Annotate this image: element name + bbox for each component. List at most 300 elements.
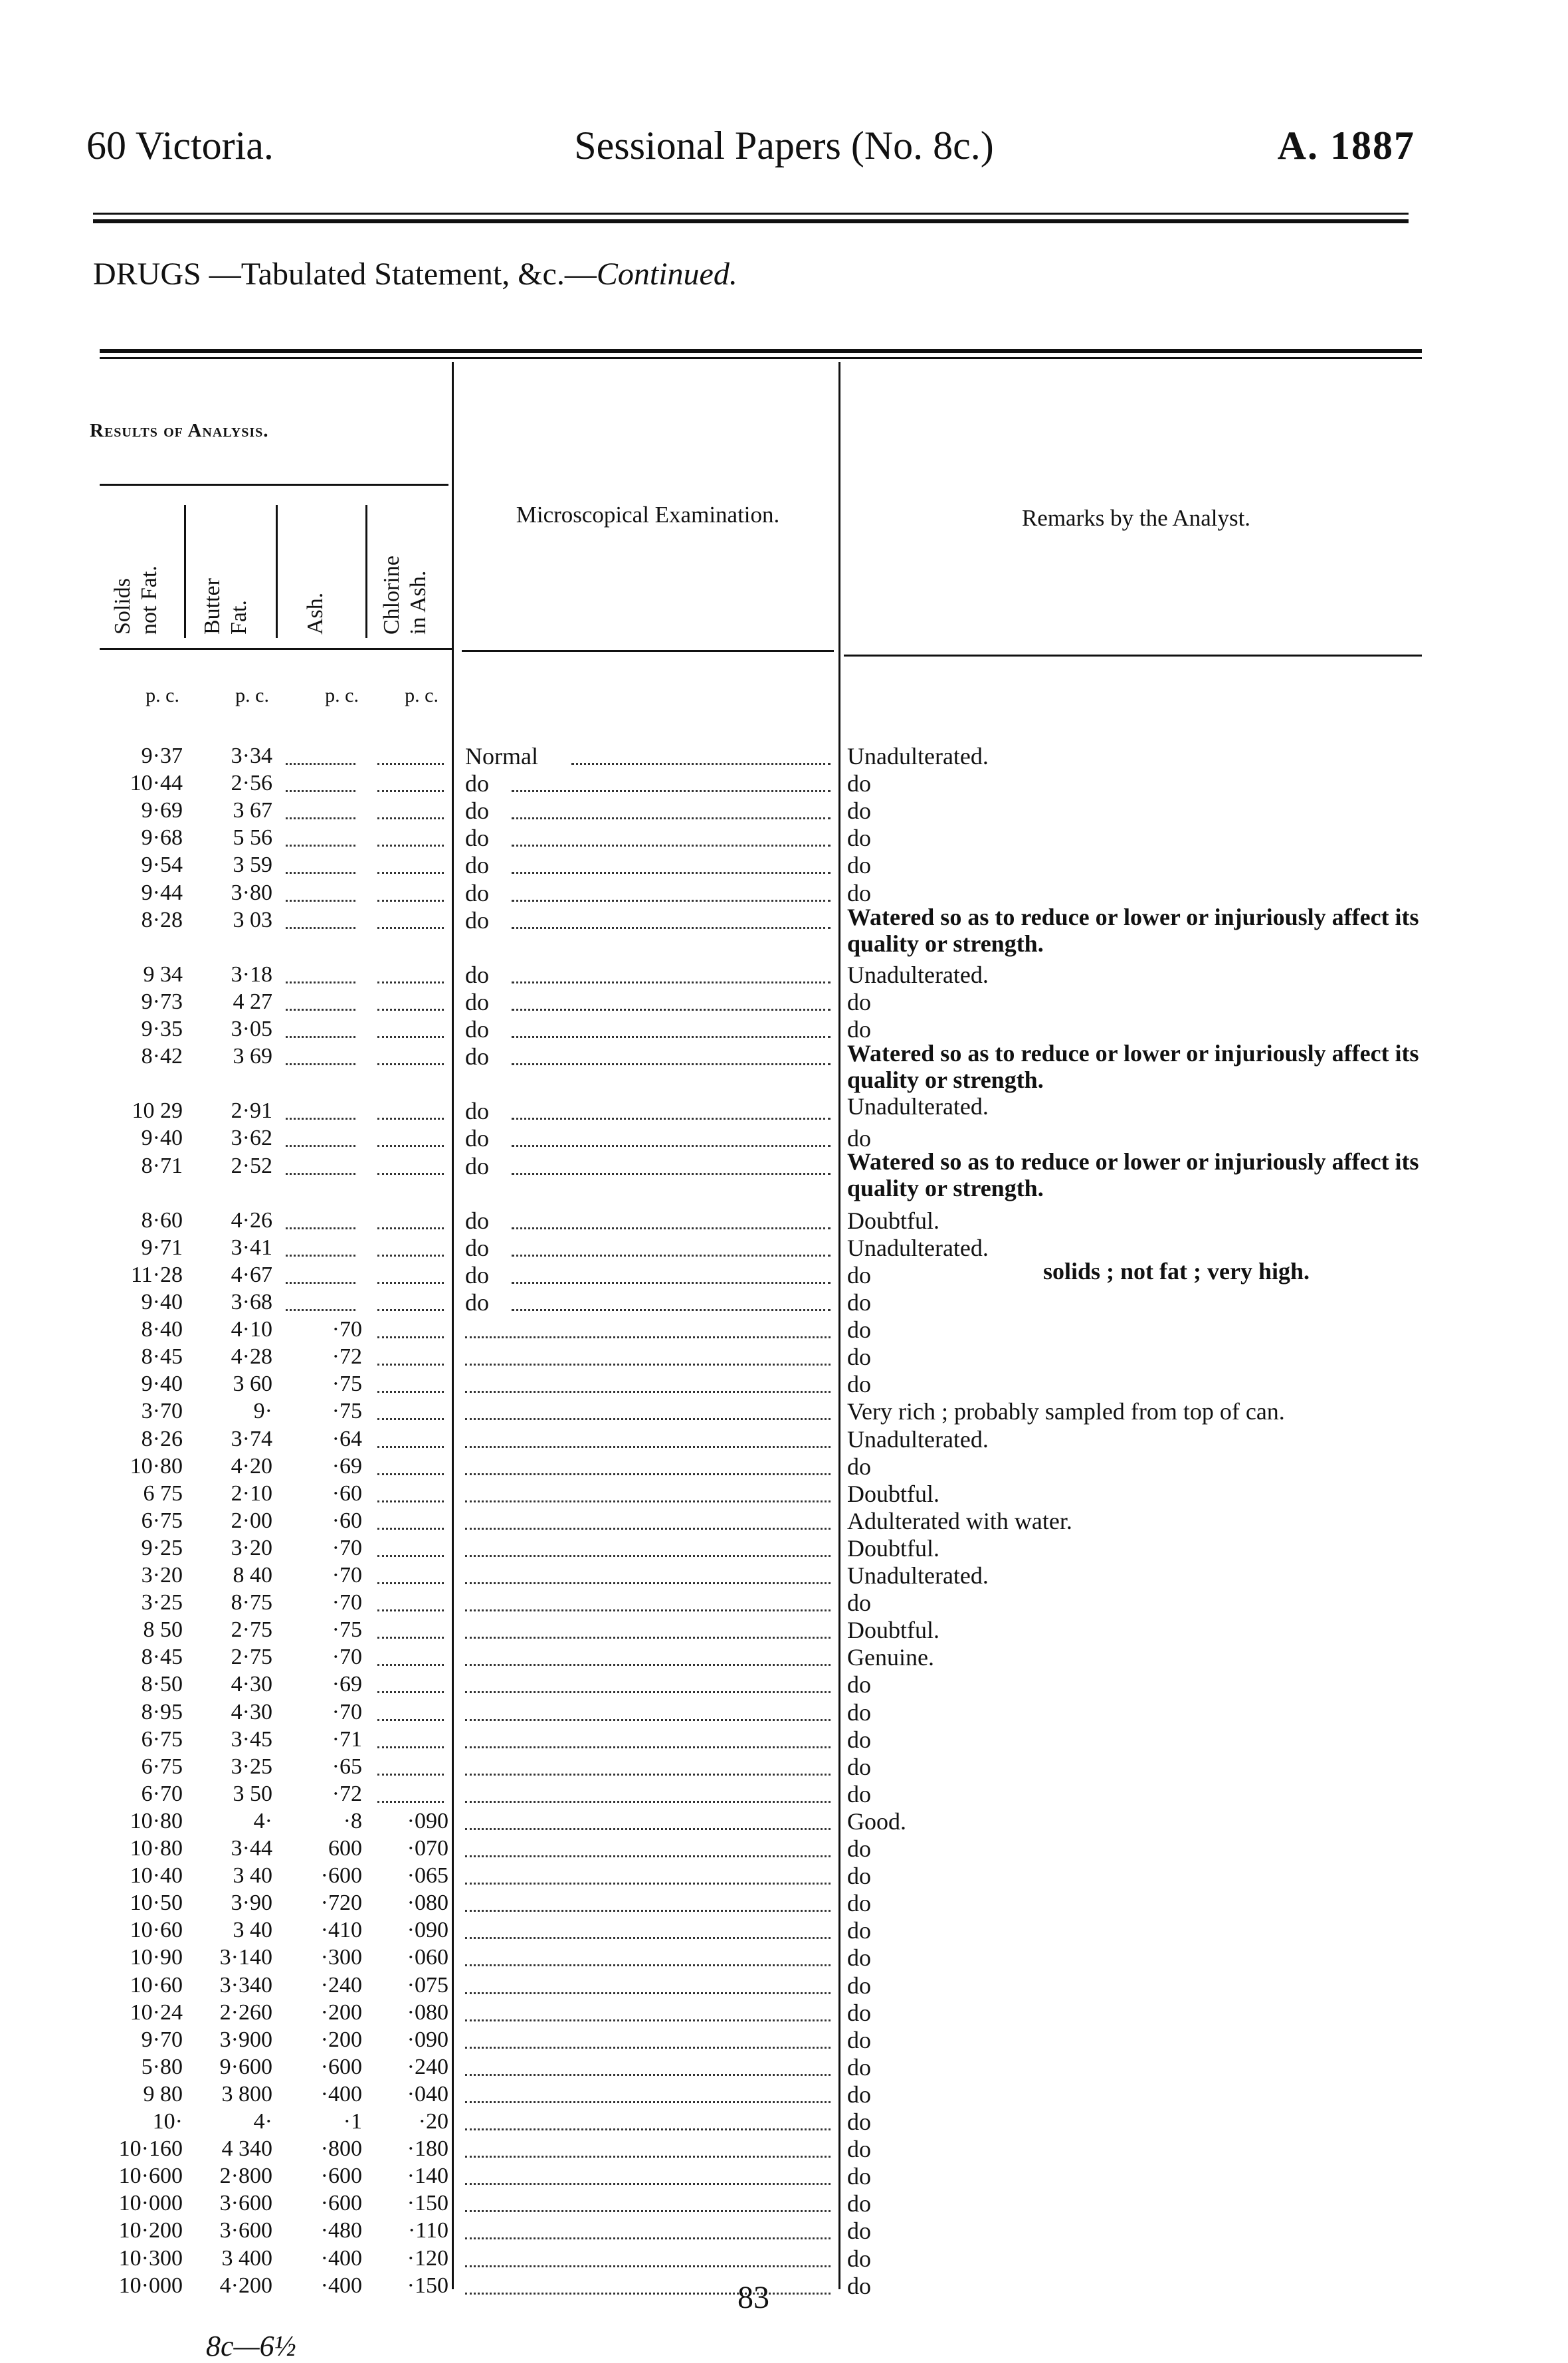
leader-chlorine <box>377 1336 444 1338</box>
cell-chlorine: ·110 <box>407 2218 448 2243</box>
cell-ash: ·600 <box>320 1863 362 1888</box>
leader-chlorine <box>377 1009 444 1011</box>
cell-solids: 10·160 <box>118 2136 183 2161</box>
cell-solids: 9·25 <box>141 1536 183 1560</box>
cell-remark: do <box>847 2136 871 2162</box>
cell-solids: 10·300 <box>118 2246 183 2271</box>
cell-micro: do <box>465 1098 489 1124</box>
cell-solids: 8·45 <box>141 1344 183 1369</box>
leader-ash <box>286 1063 355 1065</box>
leader-micro <box>512 790 831 792</box>
cell-chlorine: ·080 <box>407 1891 448 1915</box>
cell-solids: 10·60 <box>130 1973 183 1998</box>
cell-butter: 3·44 <box>231 1836 272 1861</box>
leader-chlorine <box>377 981 444 983</box>
divider-micro <box>452 362 454 2289</box>
cell-solids: 8·71 <box>141 1154 183 1178</box>
cell-solids: 9·40 <box>141 1290 183 1314</box>
leader-micro <box>465 1582 831 1584</box>
leader-chlorine <box>377 1391 444 1393</box>
cell-ash: ·1 <box>343 2109 362 2134</box>
cell-solids: 9·35 <box>141 1017 183 1041</box>
leader-micro <box>465 1391 831 1393</box>
leader-ash <box>286 1009 355 1011</box>
leader-micro <box>465 1937 831 1939</box>
cell-remark: do <box>847 1917 871 1944</box>
cell-remark: Good. <box>847 1808 906 1835</box>
cell-solids: 9·44 <box>141 880 183 905</box>
cell-remark: do <box>847 1316 871 1343</box>
cell-solids: 8·50 <box>141 1672 183 1696</box>
cell-butter: 8·75 <box>231 1590 272 1615</box>
cell-remark: Unadulterated. <box>847 962 989 988</box>
cell-ash: ·71 <box>332 1727 362 1752</box>
header-rule-top <box>93 213 1409 215</box>
leader-micro <box>465 1992 831 1994</box>
cell-butter: 2·00 <box>231 1508 272 1533</box>
cell-solids: 10·24 <box>130 2000 183 2025</box>
cell-ash: ·75 <box>332 1399 362 1423</box>
leader-chlorine <box>377 1500 444 1502</box>
cell-chlorine: ·150 <box>407 2191 448 2215</box>
cell-chlorine: ·180 <box>407 2136 448 2161</box>
cell-remark: do <box>847 2000 871 2026</box>
leader-chlorine <box>377 1036 444 1038</box>
leader-chlorine <box>377 1145 444 1147</box>
header-row-rule-remarks <box>844 655 1422 657</box>
cell-chlorine: ·040 <box>407 2082 448 2106</box>
leader-micro <box>512 1309 831 1311</box>
unit-chlorine: p. c. <box>405 684 439 706</box>
cell-ash: ·75 <box>332 1372 362 1396</box>
cell-butter: 3·18 <box>231 962 272 987</box>
remark-watered-2: Watered so as to reduce or lower or injuriously affect its quality or strength. <box>847 1040 1419 1093</box>
cell-ash: 600 <box>328 1836 362 1861</box>
leader-chlorine <box>377 1746 444 1748</box>
cell-butter: 3·34 <box>231 744 272 768</box>
cell-butter: 3·62 <box>231 1126 272 1150</box>
leader-micro <box>465 1609 831 1611</box>
cell-remark: Genuine. <box>847 1644 934 1671</box>
leader-chlorine <box>377 763 444 765</box>
leader-micro <box>465 1473 831 1475</box>
leader-micro <box>465 1964 831 1966</box>
cell-remark: do <box>847 825 871 851</box>
cell-ash: ·70 <box>332 1590 362 1615</box>
cell-ash: ·72 <box>332 1782 362 1806</box>
cell-chlorine: ·150 <box>407 2273 448 2298</box>
cell-butter: 2·91 <box>231 1098 272 1123</box>
cell-micro: do <box>465 1043 489 1070</box>
cell-remark: do <box>847 1754 871 1780</box>
leader-chlorine <box>377 1364 444 1366</box>
cell-micro: do <box>465 989 489 1015</box>
cell-ash: ·70 <box>332 1317 362 1342</box>
leader-chlorine <box>377 1255 444 1257</box>
cell-chlorine: ·075 <box>407 1973 448 1998</box>
cell-solids: 8·60 <box>141 1208 183 1233</box>
leader-micro <box>465 1664 831 1666</box>
divider-solids <box>184 505 186 638</box>
cell-butter: 4·67 <box>231 1263 272 1287</box>
section-title: Results of Analysis. <box>90 420 269 441</box>
cell-ash: ·60 <box>332 1508 362 1533</box>
cell-ash: ·400 <box>320 2273 362 2298</box>
header-right: A. 1887 <box>1277 124 1415 167</box>
cell-solids: 6·75 <box>141 1754 183 1779</box>
cell-butter: 4· <box>253 2109 272 2134</box>
leader-chlorine <box>377 1774 444 1776</box>
leader-chlorine <box>377 1801 444 1803</box>
cell-solids: 10·90 <box>130 1945 183 1970</box>
leader-micro <box>465 2237 831 2239</box>
cell-micro: do <box>465 1235 489 1261</box>
cell-butter: 3·900 <box>219 2027 272 2052</box>
leader-chlorine <box>377 1282 444 1284</box>
cell-solids: 8·40 <box>141 1317 183 1342</box>
signature-mark: 8c—6½ <box>206 2330 296 2362</box>
cell-remark: do <box>847 1699 871 1726</box>
leader-micro <box>465 1719 831 1721</box>
cell-butter: 4·30 <box>231 1672 272 1696</box>
cell-micro: do <box>465 770 489 797</box>
remark-unadulterated-after-2: Unadulterated. <box>847 1093 989 1120</box>
cell-micro: do <box>465 1289 489 1316</box>
cell-butter: 4· <box>253 1809 272 1833</box>
cell-solids: 9·70 <box>141 2027 183 2052</box>
cell-ash: ·400 <box>320 2246 362 2271</box>
cell-solids: 8·28 <box>141 908 183 932</box>
cell-chlorine: ·070 <box>407 1836 448 1861</box>
leader-micro <box>465 2128 831 2130</box>
cell-butter: 9·600 <box>219 2055 272 2079</box>
cell-solids: 9·37 <box>141 744 183 768</box>
leader-chlorine <box>377 1173 444 1175</box>
cell-butter: 5 56 <box>233 825 272 850</box>
cell-butter: 3 69 <box>233 1044 272 1069</box>
cell-solids: 8 50 <box>143 1617 183 1642</box>
cell-solids: 6·75 <box>141 1727 183 1752</box>
cell-remark: do <box>847 1262 871 1288</box>
cell-solids: 6·75 <box>141 1508 183 1533</box>
cell-remark: do <box>847 1453 871 1480</box>
leader-micro <box>465 1446 831 1448</box>
cell-solids: 9·54 <box>141 853 183 877</box>
leader-micro <box>465 1691 831 1693</box>
cell-butter: 4·20 <box>231 1454 272 1479</box>
cell-chlorine: ·090 <box>407 2027 448 2052</box>
cell-solids: 3·70 <box>141 1399 183 1423</box>
cell-remark: do <box>847 1944 871 1971</box>
leader-ash <box>286 817 355 819</box>
cell-ash: ·8 <box>343 1809 362 1833</box>
leader-micro <box>465 2074 831 2076</box>
leader-ash <box>286 900 355 902</box>
leader-micro <box>512 927 831 929</box>
cell-remark: do <box>847 2273 871 2299</box>
cell-remark: do <box>847 2108 871 2135</box>
cell-micro: do <box>465 797 489 824</box>
leader-ash <box>286 790 355 792</box>
leader-micro <box>465 1528 831 1530</box>
cell-butter: 3·80 <box>231 880 272 905</box>
cell-ash: ·720 <box>320 1891 362 1915</box>
cell-solids: 3·20 <box>141 1563 183 1588</box>
cell-butter: 3·340 <box>219 1973 272 1998</box>
leader-ash <box>286 763 355 765</box>
cell-micro: Normal <box>465 743 538 770</box>
leader-micro <box>465 2156 831 2158</box>
cell-remark: do <box>847 1726 871 1753</box>
leader-micro <box>465 2183 831 2185</box>
cell-solids: 10·44 <box>130 771 183 795</box>
cell-solids: 11·28 <box>130 1263 183 1287</box>
cell-solids: 8·45 <box>141 1645 183 1669</box>
unit-butter: p. c. <box>235 684 269 706</box>
cell-remark: Unadulterated. <box>847 1235 989 1261</box>
leader-micro <box>465 1555 831 1557</box>
col-butter-header: Butter Fat. <box>200 578 251 635</box>
cell-remark: Doubtful. <box>847 1535 939 1562</box>
cell-remark: do <box>847 1344 871 1370</box>
col-micro-header: Microscopical Examination. <box>516 502 780 528</box>
cell-micro: do <box>465 880 489 906</box>
leader-chlorine <box>377 900 444 902</box>
cell-solids: 8·42 <box>141 1044 183 1069</box>
cell-remark: do <box>847 1671 871 1698</box>
unit-solids: p. c. <box>146 684 179 706</box>
leader-micro <box>465 1500 831 1502</box>
cell-ash: ·70 <box>332 1645 362 1669</box>
cell-ash: ·600 <box>320 2164 362 2188</box>
cell-chlorine: ·060 <box>407 1945 448 1970</box>
cell-solids: 10 29 <box>132 1098 183 1123</box>
cell-solids: 10·60 <box>130 1918 183 1942</box>
table-rule-top-2 <box>100 357 1422 359</box>
divider-remarks <box>838 362 840 2289</box>
leader-chlorine <box>377 1118 444 1120</box>
cell-butter: 9· <box>253 1399 272 1423</box>
leader-chlorine <box>377 845 444 847</box>
col-remarks-header: Remarks by the Analyst. <box>1021 505 1251 531</box>
leader-micro <box>465 2047 831 2049</box>
cell-butter: 2·10 <box>231 1481 272 1506</box>
cell-ash: ·400 <box>320 2082 362 2106</box>
cell-ash: ·70 <box>332 1563 362 1588</box>
cell-chlorine: ·065 <box>407 1863 448 1888</box>
cell-butter: 2·52 <box>231 1154 272 1178</box>
section-underline <box>100 484 448 486</box>
leader-micro <box>465 1855 831 1857</box>
cell-butter: 3·05 <box>231 1017 272 1041</box>
cell-butter: 3·600 <box>219 2191 272 2215</box>
cell-remark: Unadulterated. <box>847 1562 989 1589</box>
cell-remark: Very rich ; probably sampled from top of can. <box>847 1398 1285 1425</box>
leader-micro <box>512 817 831 819</box>
leader-chlorine <box>377 872 444 874</box>
cell-butter: 2·56 <box>231 771 272 795</box>
cell-remark: do <box>847 770 871 797</box>
cell-butter: 3·140 <box>219 1945 272 1970</box>
leader-ash <box>286 1255 355 1257</box>
cell-chlorine: ·20 <box>418 2109 448 2134</box>
cell-butter: 4 340 <box>221 2136 272 2161</box>
leader-chlorine <box>377 1719 444 1721</box>
cell-butter: 2·75 <box>231 1617 272 1642</box>
cell-solids: 6·70 <box>141 1782 183 1806</box>
leader-micro <box>465 1883 831 1885</box>
leader-micro <box>465 2265 831 2267</box>
leader-chlorine <box>377 1309 444 1311</box>
leader-micro <box>512 1227 831 1229</box>
cell-butter: 3·41 <box>231 1235 272 1260</box>
cell-remark: do <box>847 1781 871 1807</box>
cell-ash: ·200 <box>320 2027 362 2052</box>
cell-butter: 2·260 <box>219 2000 272 2025</box>
remark-solids-note: solids ; not fat ; very high. <box>1043 1258 1310 1284</box>
cell-butter: 3·20 <box>231 1536 272 1560</box>
leader-micro <box>512 1118 831 1120</box>
cell-remark: do <box>847 1590 871 1616</box>
leader-chlorine <box>377 1582 444 1584</box>
cell-micro: do <box>465 962 489 988</box>
cell-butter: 3 800 <box>221 2082 272 2106</box>
cell-solids: 10·50 <box>130 1891 183 1915</box>
cell-remark: do <box>847 880 871 906</box>
cell-micro: do <box>465 825 489 851</box>
cell-solids: 10·80 <box>130 1836 183 1861</box>
cell-ash: ·65 <box>332 1754 362 1779</box>
page-title <box>93 256 737 292</box>
divider-butter <box>276 505 278 638</box>
cell-butter: 4·28 <box>231 1344 272 1369</box>
cell-ash: ·300 <box>320 1945 362 1970</box>
cell-remark: do <box>847 1289 871 1316</box>
leader-chlorine <box>377 1555 444 1557</box>
leader-micro <box>512 1255 831 1257</box>
cell-remark: do <box>847 1371 871 1397</box>
cell-butter: 2·75 <box>231 1645 272 1669</box>
cell-solids: 10·40 <box>130 1863 183 1888</box>
leader-ash <box>286 1145 355 1147</box>
leader-micro <box>465 2019 831 2021</box>
cell-chlorine: ·240 <box>407 2055 448 2079</box>
leader-chlorine <box>377 1227 444 1229</box>
leader-micro <box>512 1063 831 1065</box>
leader-chlorine <box>377 1528 444 1530</box>
cell-solids: 9·40 <box>141 1126 183 1150</box>
leader-micro <box>571 763 831 765</box>
leader-ash <box>286 1173 355 1175</box>
header-left: 60 Victoria. <box>86 124 274 167</box>
cell-ash: ·70 <box>332 1536 362 1560</box>
cell-butter: 3 67 <box>233 798 272 823</box>
cell-micro: do <box>465 1016 489 1043</box>
remark-watered-3: Watered so as to reduce or lower or injuriously affect its quality or strength. <box>847 1148 1419 1201</box>
page-number: 83 <box>737 2280 769 2315</box>
leader-chlorine <box>377 1446 444 1448</box>
cell-butter: 3 40 <box>233 1863 272 1888</box>
cell-solids: 6 75 <box>143 1481 183 1506</box>
cell-ash: ·75 <box>332 1617 362 1642</box>
leader-chlorine <box>377 790 444 792</box>
cell-remark: do <box>847 2054 871 2081</box>
cell-ash: ·69 <box>332 1454 362 1479</box>
cell-remark: do <box>847 1016 871 1043</box>
cell-solids: 5·80 <box>141 2055 183 2079</box>
cell-remark: do <box>847 2245 871 2272</box>
cell-remark: do <box>847 1890 871 1916</box>
cell-butter: 3·90 <box>231 1891 272 1915</box>
cell-remark: do <box>847 1125 871 1152</box>
cell-remark: do <box>847 852 871 878</box>
cell-ash: ·69 <box>332 1672 362 1696</box>
leader-micro <box>465 2293 831 2295</box>
cell-chlorine: ·090 <box>407 1918 448 1942</box>
cell-butter: 3·25 <box>231 1754 272 1779</box>
cell-remark: do <box>847 1835 871 1862</box>
cell-chlorine: ·120 <box>407 2246 448 2271</box>
leader-chlorine <box>377 927 444 929</box>
leader-ash <box>286 1036 355 1038</box>
leader-micro <box>512 872 831 874</box>
cell-ash: ·200 <box>320 2000 362 2025</box>
cell-solids: 9 80 <box>143 2082 183 2106</box>
leader-ash <box>286 872 355 874</box>
cell-ash: ·480 <box>320 2218 362 2243</box>
cell-solids: 8·26 <box>141 1427 183 1451</box>
cell-ash: ·64 <box>332 1427 362 1451</box>
cell-butter: 3 400 <box>221 2246 272 2271</box>
leader-ash <box>286 1118 355 1120</box>
remark-unadulterated-first: Unadulterated. <box>847 743 989 770</box>
cell-solids: 10·80 <box>130 1454 183 1479</box>
cell-butter: 3 50 <box>233 1782 272 1806</box>
leader-micro <box>465 1418 831 1420</box>
cell-butter: 3 60 <box>233 1372 272 1396</box>
cell-solids: 10·000 <box>118 2191 183 2215</box>
leader-chlorine <box>377 1637 444 1639</box>
cell-remark: Adulterated with water. <box>847 1508 1072 1534</box>
cell-butter: 3·74 <box>231 1427 272 1451</box>
leader-micro <box>465 1828 831 1830</box>
cell-butter: 3·600 <box>219 2218 272 2243</box>
cell-ash: ·600 <box>320 2191 362 2215</box>
cell-remark: do <box>847 1972 871 1999</box>
cell-chlorine: ·140 <box>407 2164 448 2188</box>
leader-ash <box>286 1309 355 1311</box>
cell-ash: ·72 <box>332 1344 362 1369</box>
cell-solids: 10·000 <box>118 2273 183 2298</box>
header-row-rule-micro <box>462 650 834 652</box>
leader-ash <box>286 845 355 847</box>
leader-micro <box>465 1336 831 1338</box>
leader-micro <box>512 981 831 983</box>
leader-ash <box>286 981 355 983</box>
cell-micro: do <box>465 1125 489 1152</box>
cell-solids: 9·68 <box>141 825 183 850</box>
leader-chlorine <box>377 1063 444 1065</box>
cell-solids: 10·600 <box>118 2164 183 2188</box>
cell-butter: 4·26 <box>231 1208 272 1233</box>
leader-micro <box>512 1173 831 1175</box>
cell-solids: 9·71 <box>141 1235 183 1260</box>
cell-butter: 3 59 <box>233 853 272 877</box>
leader-ash <box>286 1282 355 1284</box>
cell-butter: 4·10 <box>231 1317 272 1342</box>
cell-remark: Doubtful. <box>847 1617 939 1643</box>
cell-solids: 9·73 <box>141 989 183 1014</box>
